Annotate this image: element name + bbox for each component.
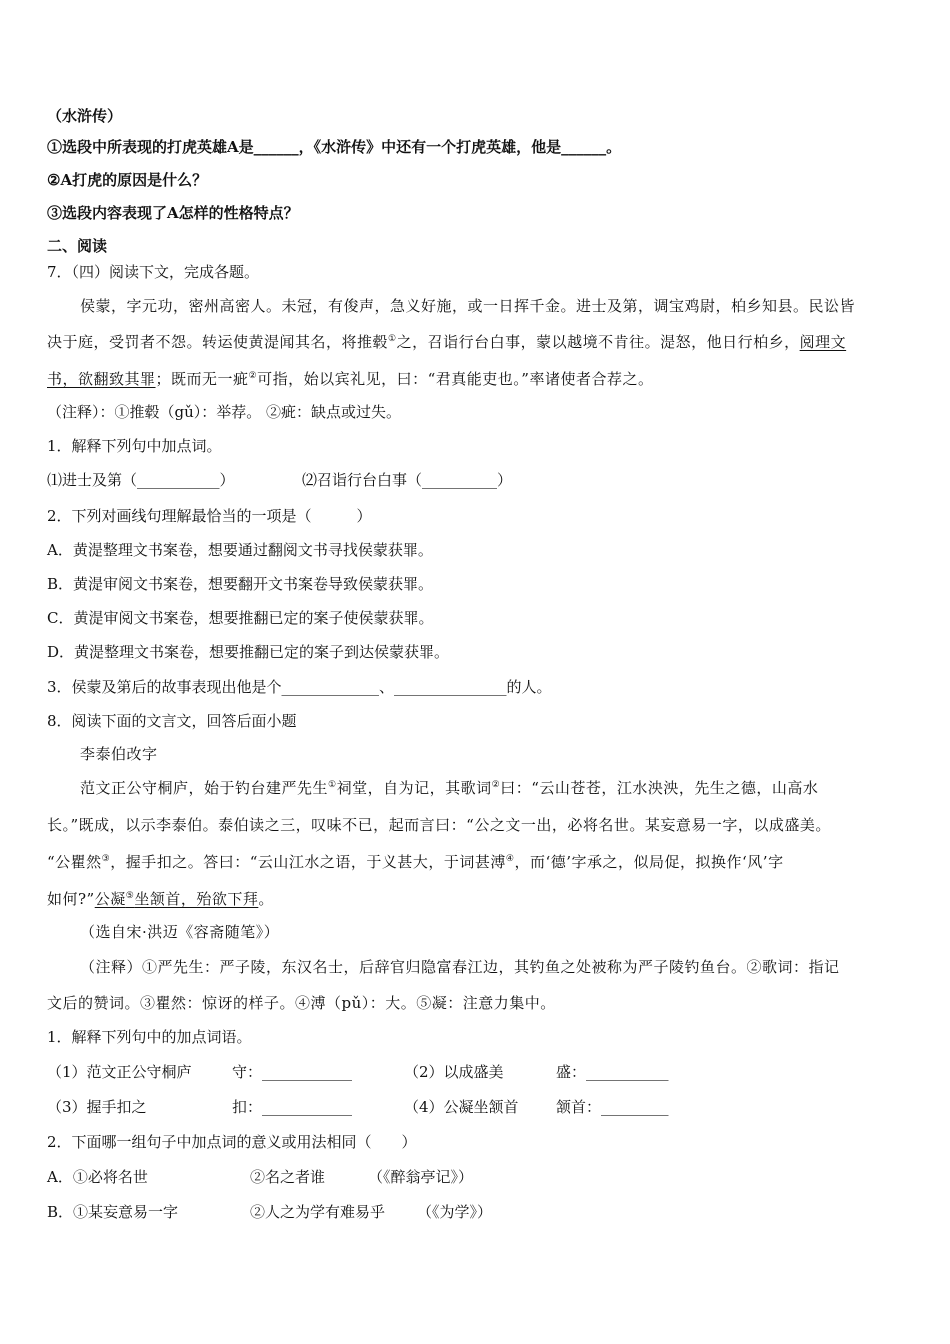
footnote-marker: ① [388,334,397,344]
q8-passage-line: 长。”既成，以示李泰伯。泰伯读之三，叹味不已，起而言曰：“公之文一出，必将名世。某妄意易一字，以成盛美。 [47,816,831,834]
q8-option-a: A．①必将名世 [47,1168,148,1186]
q7-passage-line: 侯蒙，字元功，密州高密人。未冠，有俊声，急义好施，或一日挥千金。进士及第，调宝鸡尉，柏乡知县。民讼皆 [80,297,856,315]
q7-sub1-title: 1．解释下列句中加点词。 [47,437,222,455]
underlined-sentence: 书，欲翻致其罪 [47,370,156,388]
q7-passage-line: 决于庭，受罚者不怨。转运使黄湜闻其名，将推毂①之，召诣行台白事，蒙以越境不肯往。湜怒，他日行柏乡，阅理文 [47,333,847,351]
q8-item-answer: 扣：____________ [232,1098,353,1116]
q8-item-sentence: （2）以成盛美 [404,1063,504,1081]
q7-sub2-title: 2．下列对画线句理解最恰当的一项是（ ） [47,507,372,525]
footnote-marker: ④ [505,854,515,864]
footnote-marker: ② [491,780,501,790]
q7-passage-line: 书，欲翻致其罪；既而无一疵②可指，始以宾礼见，曰：“君真能吏也。”率诸使者合荐之。 [47,370,654,388]
q8-sub1-title: 1．解释下列句中的加点词语。 [47,1028,252,1046]
q7-title: 7．（四）阅读下文，完成各题。 [47,263,260,281]
q8-option-b-source: （《为学》） [417,1203,493,1221]
footnote-marker: ② [248,371,258,381]
underlined-sentence: 阅理文 [799,333,847,351]
q8-title: 8．阅读下面的文言文，回答后面小题 [47,712,297,730]
q7-annotation: （注释）：①推毂（gǔ）：举荐。 ②疵：缺点或过失。 [47,403,402,421]
q8-option-a-source: （《醉翁亭记》） [368,1168,474,1186]
q8-annotation: 文后的赞词。③瞿然：惊讶的样子。④溥（pǔ）：大。⑤凝：注意力集中。 [47,994,556,1012]
q8-item-sentence: （4）公凝坐颔首 [404,1098,519,1116]
footnote-marker: ⑤ [125,891,135,901]
q8-option-b: B．①某妄意易一字 [47,1203,179,1221]
question-2: ②A打虎的原因是什么？ [47,171,208,189]
q8-item-answer: 颔首：_________ [556,1098,669,1116]
q8-item-sentence: （1）范文正公守桐庐 [47,1063,192,1081]
section-heading: 二、阅读 [47,237,108,255]
q8-option-a-b: ②名之者谁 [250,1168,326,1186]
q8-item-sentence: （3）握手扣之 [47,1098,147,1116]
q8-passage-line: 范文正公守桐庐，始于钓台建严先生①祠堂，自为记，其歌词②曰：“云山苍苍，江水泱泱，先生之德，山高水 [80,779,819,797]
q8-passage-line: “公瞿然③，握手扣之。答曰：“云山江水之语，于义甚大，于词甚溥④，而‘德’字承之，似局促，拟换作‘风’字 [47,853,784,871]
q7-sub3: 3．侯蒙及第后的故事表现出他是个_____________、_______________的人。 [47,678,552,696]
q7-option: D．黄湜整理文书案卷，想要推翻已定的案子到达侯蒙获罪。 [47,643,450,661]
underlined-sentence: 公凝⑤坐颔首，殆欲下拜 [94,890,259,908]
q7-sub1-item: ⑴进士及第（___________） [47,471,235,489]
q8-sub2-title: 2．下面哪一组句子中加点词的意义或用法相同（ ） [47,1133,417,1151]
q7-option: A．黄湜整理文书案卷，想要通过翻阅文书寻找侯蒙获罪。 [47,541,433,559]
q7-option: B．黄湜审阅文书案卷，想要翻开文书案卷导致侯蒙获罪。 [47,575,434,593]
q7-sub1-item: ⑵召诣行台白事（__________） [302,471,513,489]
q8-item-answer: 守：____________ [232,1063,353,1081]
question-3: ③选段内容表现了A怎样的性格特点？ [47,204,299,222]
footnote-marker: ③ [101,854,111,864]
q8-item-answer: 盛：___________ [556,1063,669,1081]
source-label: （水浒传） [47,107,123,125]
question-1: ①选段中所表现的打虎英雄A是______，《水浒传》中还有一个打虎英雄，他是______。 [47,138,622,156]
q8-source: （选自宋·洪迈《容斋随笔》） [80,923,280,941]
q8-annotation: （注释）①严先生：严子陵，东汉名士，后辞官归隐富春江边，其钓鱼之处被称为严子陵钓鱼台。②歌词：指记 [80,958,840,976]
q8-passage-line: 如何?”公凝⑤坐颔首，殆欲下拜。 [47,890,274,908]
q8-option-b-b: ②人之为学有难易乎 [250,1203,386,1221]
q8-passage-title: 李泰伯改字 [80,745,158,763]
footnote-marker: ① [328,780,337,790]
q7-option: C．黄湜审阅文书案卷，想要推翻已定的案子使侯蒙获罪。 [47,609,434,627]
